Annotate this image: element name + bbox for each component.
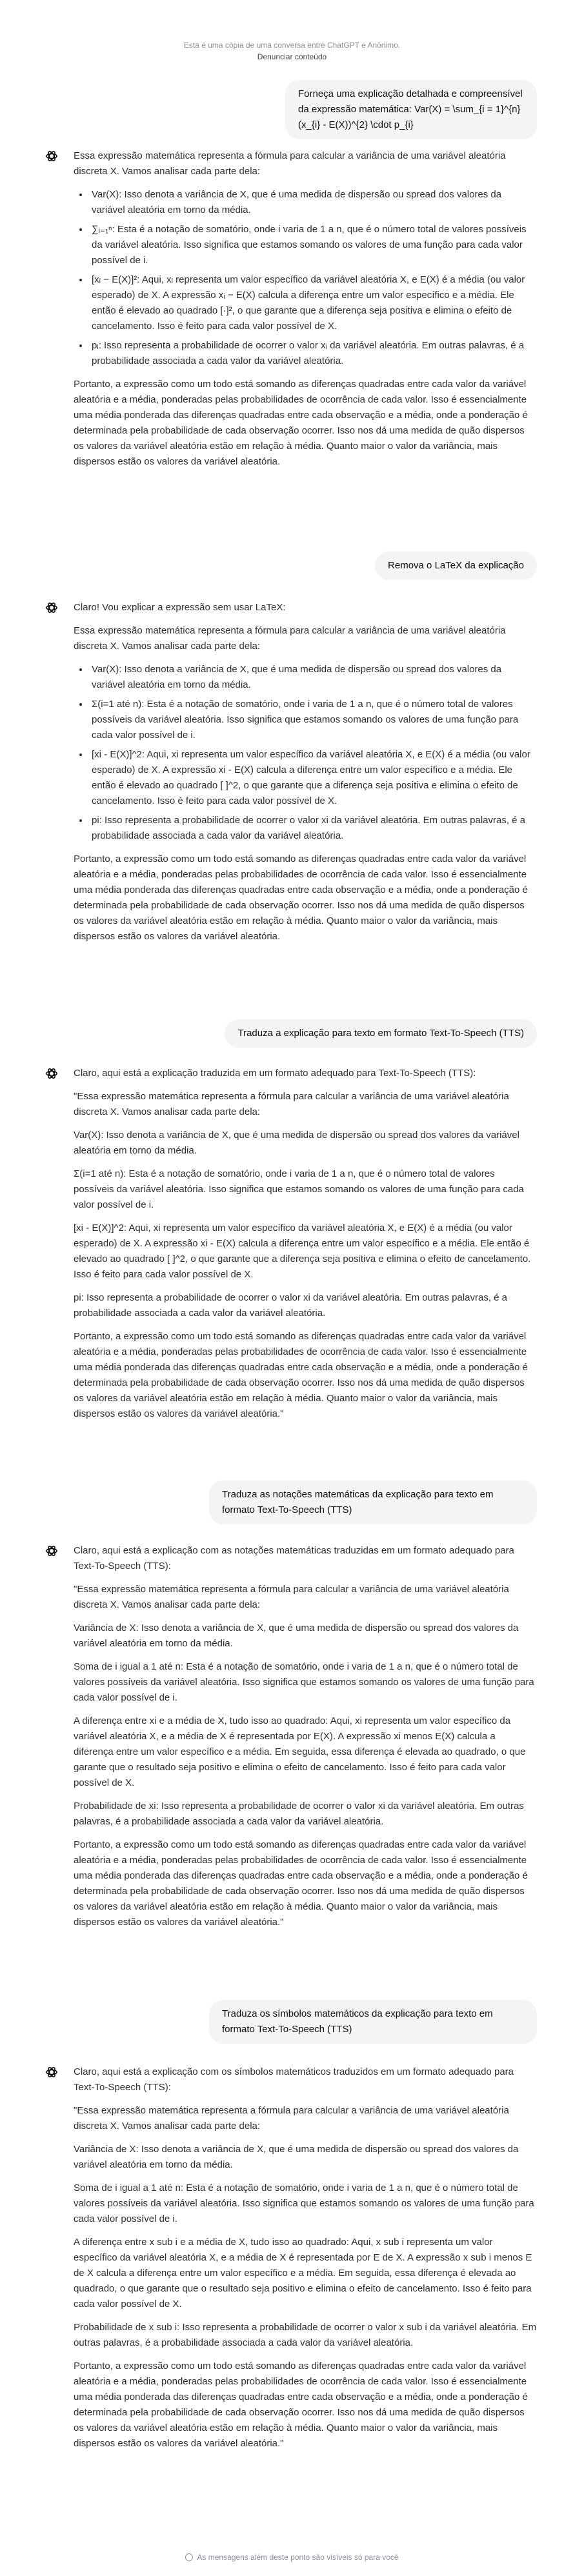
user-message: Forneça uma explicação detalhada e compreensível da expressão matemática: Var(X) = \sum_{i = 1}^{n} (x_{i} - E(X))^{2} \cdot p_{i} [285,80,537,139]
reply-paragraph: Variância de X: Isso denota a variância de X, que é uma medida de dispersão ou spread dos valores da variável aleatória em torno da média. [74,2144,519,2170]
reply-conclusion: Portanto, a expressão como um todo está somando as diferenças quadradas entre cada valor da variável aleatória e a média, ponderadas pelas probabilidades de ocorrência de cada valor. Isso é essencialmente uma média ponderada das diferenças quadradas entre cada observação e a média, onde a ponderação é determinada pela probabilidade de cada observação ocorrer. Isso nos dá uma medida de quão dispersos os valores da variável aleatória estão em relação à média. Quanto maior o valor da variância, mais dispersos estão os valores da variável aleatória. [74,379,528,467]
reply-paragraph: Probabilidade de xi: Isso representa a probabilidade de ocorrer o valor xi da variável aleatória. Em outras palavras, é a probabilidade associada a cada valor da variável aleatória. [74,1801,524,1827]
assistant-reply-body [74,1066,537,1430]
reply-opening: Claro, aqui está a explicação com os símbolos matemáticos traduzidos em um formato adequado para Text-To-Speech (TTS): [74,2066,514,2093]
shared-copy-notice: Esta é uma cópia de uma conversa entre ChatGPT e Anônimo. [183,41,401,50]
openai-logo-icon [44,148,59,164]
visibility-footer [0,2553,584,2562]
list-item: • Σ(i=1 até n): Esta é a notação de somatório, onde i varia de 1 a n, que é o número total de valores possíveis da variável aleatória. Isso significa que estamos somando os valores de uma função para cada valor possível de i. [89,697,537,743]
openai-logo-icon [44,1543,59,1559]
reply-intro: Essa expressão matemática representa a fórmula para calcular a variância de uma variável aleatória discreta X. Vamos analisar cada parte dela: [74,150,506,177]
assistant-reply-body [74,148,537,477]
reply-paragraph: [xi - E(X)]^2: Aqui, xi representa um valor específico da variável aleatória X, e E(X) é a média (ou valor esperado) de X. A expressão xi - E(X) calcula a diferença entre um valor específico e a média. Ele então é elevado ao quadrado [ ]^2, o que garante que a diferença seja positiva e elimina o efeito de cancelamento. Isso é feito para cada valor possível de X. [74,1223,531,1280]
user-message: Remova o LaTeX da explicação [375,552,537,580]
reply-conclusion: Portanto, a expressão como um todo está somando as diferenças quadradas entre cada valor da variável aleatória e a média, ponderadas pelas probabilidades de ocorrência de cada valor. Isso é essencialmente uma média ponderada das diferenças quadradas entre cada observação e a média, onde a ponderação é determinada pela probabilidade de cada observação ocorrer. Isso nos dá uma medida de quão dispersos os valores da variável aleatória estão em relação à média. Quanto maior o valor da variância, mais dispersos estão os valores da variável aleatória. [74,854,528,942]
user-message: Traduza os símbolos matemáticos da explicação para texto em formato Text-To-Speech (TTS) [209,2000,537,2044]
assistant-reply-body [74,600,537,952]
list-item: • Var(X): Isso denota a variância de X, que é uma medida de dispersão ou spread dos valores da variável aleatória em torno da média. [89,662,537,693]
reply-opening: Claro, aqui está a explicação traduzida em um formato adequado para Text-To-Speech (TTS): [74,1068,476,1079]
reply-paragraph: pi: Isso representa a probabilidade de ocorrer o valor xi da variável aleatória. Em outras palavras, é a probabilidade associada a cada valor da variável aleatória. [74,1292,508,1319]
reply-paragraph: Soma de i igual a 1 até n: Esta é a notação de somatório, onde i varia de 1 a n, que é o número total de valores possíveis da variável aleatória. Isso significa que estamos somando os valores de uma função para cada valor possível de i. [74,2182,534,2224]
user-message: Traduza as notações matemáticas da explicação para texto em formato Text-To-Speech (TTS) [209,1481,537,1524]
reply-bullet-list [74,662,537,844]
report-content-link[interactable]: Denunciar conteúdo [257,52,327,61]
reply-paragraph: Σ(i=1 até n): Esta é a notação de somatório, onde i varia de 1 a n, que é o número total de valores possíveis da variável aleatória. Isso significa que estamos somando os valores de uma função para cada valor possível de i. [74,1168,524,1210]
list-item: • Var(X): Isso denota a variância de X, que é uma medida de dispersão ou spread dos valores da variável aleatória em torno da média. [89,187,537,218]
reply-paragraph: Portanto, a expressão como um todo está somando as diferenças quadradas entre cada valor da variável aleatória e a média, ponderadas pelas probabilidades de ocorrência de cada valor. Isso é essencialmente uma média ponderada das diferenças quadradas entre cada observação e a média, onde a ponderação é determinada pela probabilidade de cada observação ocorrer. Isso nos dá uma medida de quão dispersos os valores da variável aleatória estão em relação à média. Quanto maior o valor da variância, mais dispersos estão os valores da variável aleatória." [74,2361,528,2449]
assistant-reply-body [74,2064,537,2459]
reply-paragraph: Portanto, a expressão como um todo está somando as diferenças quadradas entre cada valor da variável aleatória e a média, ponderadas pelas probabilidades de ocorrência de cada valor. Isso é essencialmente uma média ponderada das diferenças quadradas entre cada observação e a média, onde a ponderação é determinada pela probabilidade de cada observação ocorrer. Isso nos dá uma medida de quão dispersos os valores da variável aleatória estão em relação à média. Quanto maior o valor da variância, mais dispersos estão os valores da variável aleatória." [74,1331,528,1419]
reply-paragraph: "Essa expressão matemática representa a fórmula para calcular a variância de uma variável aleatória discreta X. Vamos analisar cada parte dela: [74,1584,509,1610]
openai-logo-icon [44,1066,59,1081]
reply-paragraph: A diferença entre x sub i e a média de X, tudo isso ao quadrado: Aqui, x sub i representa um valor específico da variável aleatória X, e a média de X é representada por E de X. A expressão x sub i menos E de X calcula a diferença entre um valor específico e a média. Em seguida, essa diferença é elevada ao quadrado, o que garante que o resultado seja positivo e elimina o efeito de cancelamento. Isso é feito para cada valor possível de X. [74,2237,532,2310]
reply-paragraph: A diferença entre xi e a média de X, tudo isso ao quadrado: Aqui, xi representa um valor específico da variável aleatória X, e a média de X é representada por E(X). A expressão xi menos E(X) calcula a diferença entre um valor específico e a média. Em seguida, essa diferença é elevada ao quadrado, o que garante que o resultado seja positivo e elimina o efeito de cancelamento. Isso é feito para cada valor possível de X. [74,1715,526,1788]
reply-paragraph: "Essa expressão matemática representa a fórmula para calcular a variância de uma variável aleatória discreta X. Vamos analisar cada parte dela: [74,1091,509,1117]
footer-text: As mensagens além deste ponto são visíveis só para você [197,2553,399,2562]
assistant-reply-body [74,1543,537,1938]
reply-opening: Claro, aqui está a explicação com as notações matemáticas traduzidas em um formato adequado para Text-To-Speech (TTS): [74,1545,514,1572]
list-item: • ∑ᵢ₌₁ⁿ: Esta é a notação de somatório, onde i varia de 1 a n, que é o número total de valores possíveis da variável aleatória. Isso significa que estamos somando os valores de uma função para cada valor possível de i. [89,222,537,268]
list-item: • pᵢ: Isso representa a probabilidade de ocorrer o valor xᵢ da variável aleatória. Em outras palavras, é a probabilidade associada a cada valor da variável aleatória. [89,338,537,369]
reply-paragraph: Var(X): Isso denota a variância de X, que é uma medida de dispersão ou spread dos valores da variável aleatória em torno da média. [74,1130,519,1156]
list-item: • [xᵢ − E(X)]²: Aqui, xᵢ representa um valor específico da variável aleatória X, e E(X) é a média (ou valor esperado) de X. A expressão xᵢ − E(X) calcula a diferença entre um valor específico e a média. Ele então é elevado ao quadrado [·]², o que garante que a diferença seja positiva e elimina o efeito de cancelamento. Isso é feito para cada valor possível de X. [89,272,537,334]
reply-paragraph: Soma de i igual a 1 até n: Esta é a notação de somatório, onde i varia de 1 a n, que é o número total de valores possíveis da variável aleatória. Isso significa que estamos somando os valores de uma função para cada valor possível de i. [74,1661,534,1703]
reply-paragraph: "Essa expressão matemática representa a fórmula para calcular a variância de uma variável aleatória discreta X. Vamos analisar cada parte dela: [74,2105,509,2132]
openai-logo-icon [44,600,59,615]
openai-logo-icon [44,2064,59,2080]
reply-paragraph: Variância de X: Isso denota a variância de X, que é uma medida de dispersão ou spread dos valores da variável aleatória em torno da média. [74,1622,519,1649]
user-message: Traduza a explicação para texto em formato Text-To-Speech (TTS) [225,1019,537,1048]
reply-intro: Essa expressão matemática representa a fórmula para calcular a variância de uma variável aleatória discreta X. Vamos analisar cada parte dela: [74,625,506,652]
list-item: • pi: Isso representa a probabilidade de ocorrer o valor xi da variável aleatória. Em outras palavras, é a probabilidade associada a cada valor da variável aleatória. [89,813,537,844]
info-icon [185,2553,193,2561]
reply-paragraph: Probabilidade de x sub i: Isso representa a probabilidade de ocorrer o valor x sub i da variável aleatória. Em outras palavras, é a probabilidade associada a cada valor da variável aleatória. [74,2322,537,2348]
reply-opening: Claro! Vou explicar a expressão sem usar LaTeX: [74,602,286,613]
list-item: • [xi - E(X)]^2: Aqui, xi representa um valor específico da variável aleatória X, e E(X) é a média (ou valor esperado) de X. A expressão xi - E(X) calcula a diferença entre um valor específico e a média. Ele então é elevado ao quadrado [ ]^2, o que garante que a diferença seja positiva e elimina o efeito de cancelamento. Isso é feito para cada valor possível de X. [89,747,537,809]
reply-bullet-list [74,187,537,369]
reply-paragraph: Portanto, a expressão como um todo está somando as diferenças quadradas entre cada valor da variável aleatória e a média, ponderadas pelas probabilidades de ocorrência de cada valor. Isso é essencialmente uma média ponderada das diferenças quadradas entre cada observação e a média, onde a ponderação é determinada pela probabilidade de cada observação ocorrer. Isso nos dá uma medida de quão dispersos os valores da variável aleatória estão em relação à média. Quanto maior o valor da variância, mais dispersos estão os valores da variável aleatória." [74,1839,528,1928]
